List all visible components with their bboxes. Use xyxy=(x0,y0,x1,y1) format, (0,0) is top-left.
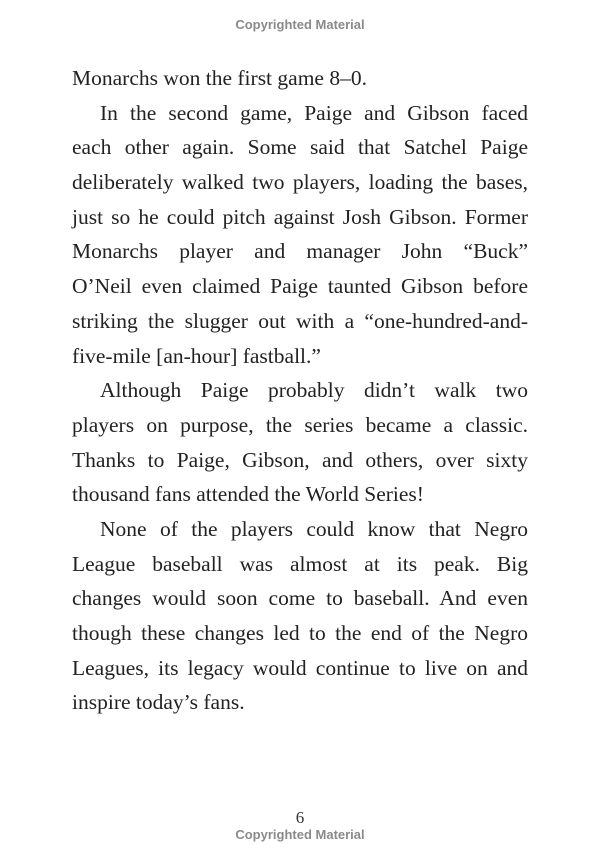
text-line: five-mile [an-hour] fastball.” xyxy=(72,343,321,368)
copyright-watermark-top: Copyrighted Material xyxy=(235,17,365,32)
text-line: League baseball was almost at its peak. Big xyxy=(72,551,528,576)
text-line: Monarchs won the first game 8–0. xyxy=(72,66,367,90)
text-line: O’Neil even claimed Paige taunted Gibson before xyxy=(72,274,528,299)
text-line: deliberately walked two players, loading the bases, xyxy=(72,170,528,195)
text-line: None of the players could know that Negro xyxy=(100,516,528,541)
text-line: just so he could pitch against Josh Gibson. Former xyxy=(72,204,528,229)
paragraph xyxy=(72,373,528,512)
copyright-watermark-bottom: Copyrighted Material xyxy=(235,827,365,842)
text-line: each other again. Some said that Satchel Paige xyxy=(72,135,528,160)
text-line: Thanks to Paige, Gibson, and others, over sixty xyxy=(72,447,528,472)
text-line: thousand fans attended the World Series! xyxy=(72,482,424,507)
text-line: though these changes led to the end of the Negro xyxy=(72,621,528,645)
text-line: striking the slugger out with a “one-hundred-and- xyxy=(72,308,528,333)
text-line: Although Paige probably didn’t walk two xyxy=(100,378,528,403)
paragraph xyxy=(72,61,528,96)
text-line: changes would soon come to baseball. And even xyxy=(72,586,528,611)
text-line: players on purpose, the series became a classic. xyxy=(72,412,528,437)
text-line: inspire today’s fans. xyxy=(72,690,245,715)
paragraph xyxy=(72,96,528,374)
text-line: Monarchs player and manager John “Buck” xyxy=(72,239,528,264)
page-number: 6 xyxy=(295,808,305,827)
paragraph xyxy=(72,512,528,720)
text-line: Leagues, its legacy would continue to live on and xyxy=(72,655,528,680)
body-text xyxy=(72,61,528,720)
text-line: In the second game, Paige and Gibson faced xyxy=(100,100,528,125)
